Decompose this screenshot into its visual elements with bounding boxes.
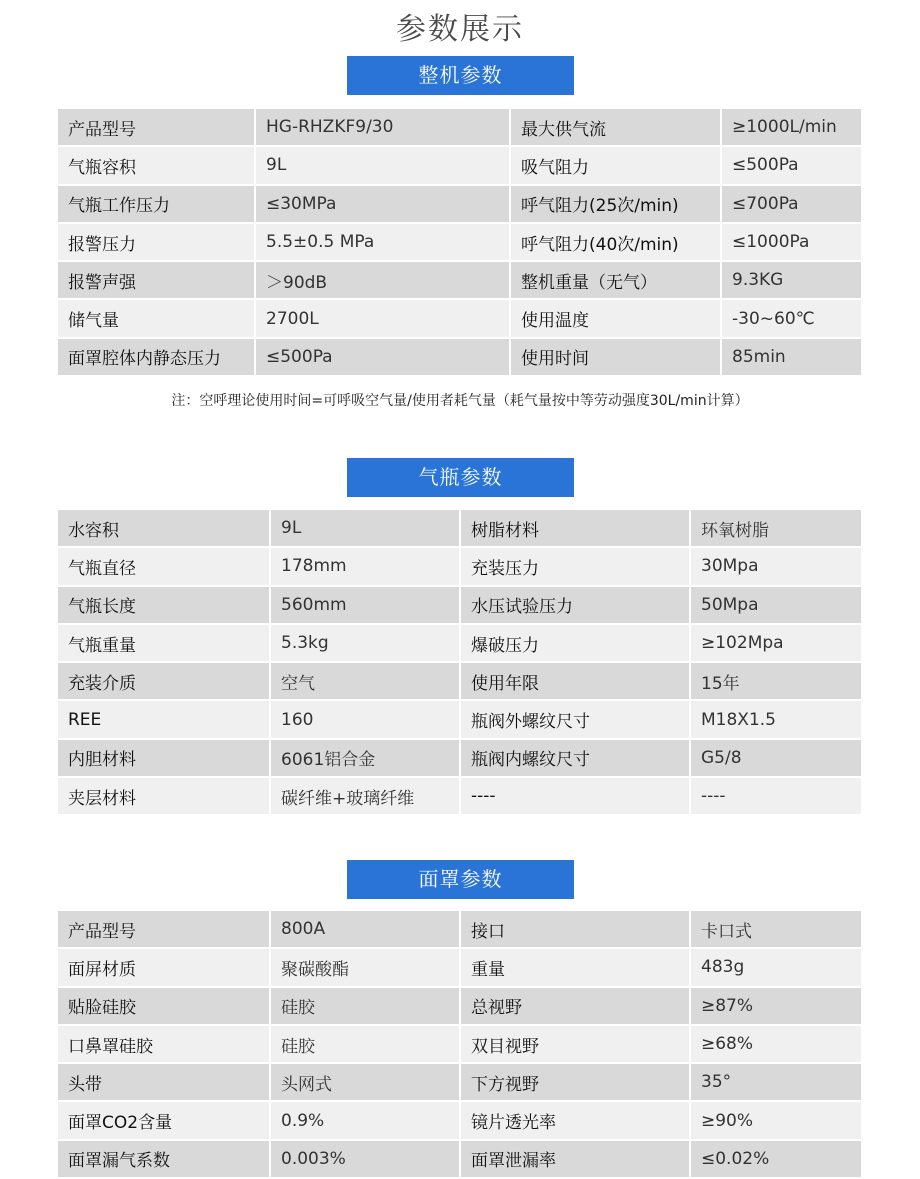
- table-row: [58, 987, 861, 1025]
- table-row: [58, 510, 861, 547]
- table-row: [58, 777, 861, 815]
- param-value-cell: 50Mpa: [690, 586, 861, 624]
- param-value-cell: ≥68%: [690, 1025, 861, 1063]
- param-name-cell: 最大供气流: [510, 109, 721, 146]
- param-name-cell: 接口: [460, 911, 690, 948]
- param-name-cell: 头带: [58, 1063, 270, 1101]
- param-name-cell: 面屏材质: [58, 948, 270, 986]
- param-value-cell: 聚碳酸酯: [270, 948, 460, 986]
- param-value-cell: 0.003%: [270, 1140, 460, 1178]
- param-name-cell: 使用时间: [510, 338, 721, 376]
- param-name-cell: 瓶阀外螺纹尺寸: [460, 700, 690, 738]
- table-row: [58, 700, 861, 738]
- param-name-cell: 树脂材料: [460, 510, 690, 547]
- param-value-cell: 硅胶: [270, 1025, 460, 1063]
- param-value-cell: 178mm: [270, 547, 460, 585]
- param-name-cell: 面罩泄漏率: [460, 1140, 690, 1178]
- table-row: [58, 586, 861, 624]
- table-row: [58, 185, 861, 223]
- table-row: [58, 948, 861, 986]
- param-name-cell: 充装介质: [58, 662, 270, 700]
- param-name-cell: 吸气阻力: [510, 146, 721, 184]
- param-value-cell: HG-RHZKF9/30: [255, 109, 510, 146]
- param-name-cell: 水压试验压力: [460, 586, 690, 624]
- param-value-cell: -30~60℃: [721, 299, 861, 337]
- param-value-cell: 5.5±0.5 MPa: [255, 223, 510, 261]
- table-row: [58, 662, 861, 700]
- param-name-cell: 储气量: [58, 299, 255, 337]
- param-value-cell: ＞90dB: [255, 261, 510, 299]
- param-value-cell: 483g: [690, 948, 861, 986]
- param-name-cell: 面罩漏气系数: [58, 1140, 270, 1178]
- param-value-cell: ≥87%: [690, 987, 861, 1025]
- param-name-cell: 贴脸硅胶: [58, 987, 270, 1025]
- table-row: [58, 911, 861, 948]
- spec-table-mask: [58, 911, 861, 1179]
- param-value-cell: ≤30MPa: [255, 185, 510, 223]
- param-name-cell: 充装压力: [460, 547, 690, 585]
- param-name-cell: 报警压力: [58, 223, 255, 261]
- param-value-cell: 15年: [690, 662, 861, 700]
- param-value-cell: 9L: [255, 146, 510, 184]
- param-name-cell: 内胆材料: [58, 739, 270, 777]
- param-name-cell: 气瓶容积: [58, 146, 255, 184]
- param-name-cell: REE: [58, 700, 270, 738]
- param-name-cell: 气瓶工作压力: [58, 185, 255, 223]
- param-value-cell: ≤0.02%: [690, 1140, 861, 1178]
- section-heading-cylinder: 气瓶参数: [347, 458, 574, 497]
- param-value-cell: 9L: [270, 510, 460, 547]
- param-value-cell: 头网式: [270, 1063, 460, 1101]
- table-row: [58, 109, 861, 146]
- table-row: [58, 1140, 861, 1178]
- param-name-cell: 产品型号: [58, 911, 270, 948]
- param-value-cell: ≥90%: [690, 1101, 861, 1139]
- param-value-cell: ≤1000Pa: [721, 223, 861, 261]
- table-row: [58, 624, 861, 662]
- param-name-cell: ----: [460, 777, 690, 815]
- param-name-cell: 使用年限: [460, 662, 690, 700]
- param-name-cell: 使用温度: [510, 299, 721, 337]
- param-value-cell: ≥1000L/min: [721, 109, 861, 146]
- table-row: [58, 547, 861, 585]
- table-row: [58, 739, 861, 777]
- param-name-cell: 报警声强: [58, 261, 255, 299]
- param-name-cell: 气瓶直径: [58, 547, 270, 585]
- section-heading-machine: 整机参数: [347, 56, 574, 95]
- param-value-cell: 30Mpa: [690, 547, 861, 585]
- param-value-cell: 空气: [270, 662, 460, 700]
- param-name-cell: 总视野: [460, 987, 690, 1025]
- param-value-cell: 9.3KG: [721, 261, 861, 299]
- param-value-cell: ≥102Mpa: [690, 624, 861, 662]
- param-value-cell: 2700L: [255, 299, 510, 337]
- param-name-cell: 产品型号: [58, 109, 255, 146]
- param-value-cell: 560mm: [270, 586, 460, 624]
- param-name-cell: 水容积: [58, 510, 270, 547]
- table-row: [58, 1063, 861, 1101]
- param-name-cell: 镜片透光率: [460, 1101, 690, 1139]
- table-row: [58, 299, 861, 337]
- param-value-cell: ≤500Pa: [721, 146, 861, 184]
- param-name-cell: 面罩CO2含量: [58, 1101, 270, 1139]
- param-name-cell: 整机重量（无气）: [510, 261, 721, 299]
- param-value-cell: 碳纤维+玻璃纤维: [270, 777, 460, 815]
- table-row: [58, 146, 861, 184]
- param-value-cell: 85min: [721, 338, 861, 376]
- param-name-cell: 爆破压力: [460, 624, 690, 662]
- param-name-cell: 口鼻罩硅胶: [58, 1025, 270, 1063]
- spec-table-cylinder: [58, 510, 861, 816]
- param-value-cell: ----: [690, 777, 861, 815]
- param-value-cell: 环氧树脂: [690, 510, 861, 547]
- table-row: [58, 1025, 861, 1063]
- param-name-cell: 气瓶长度: [58, 586, 270, 624]
- param-name-cell: 瓶阀内螺纹尺寸: [460, 739, 690, 777]
- table-row: [58, 223, 861, 261]
- param-name-cell: 呼气阻力(40次/min): [510, 223, 721, 261]
- param-value-cell: 0.9%: [270, 1101, 460, 1139]
- table-row: [58, 1101, 861, 1139]
- table-row: [58, 338, 861, 376]
- param-value-cell: ≤500Pa: [255, 338, 510, 376]
- usage-time-note: 注：空呼理论使用时间=可呼吸空气量/使用者耗气量（耗气量按中等劳动强度30L/min计算）: [171, 393, 749, 409]
- param-value-cell: 6061铝合金: [270, 739, 460, 777]
- param-value-cell: M18X1.5: [690, 700, 861, 738]
- param-name-cell: 下方视野: [460, 1063, 690, 1101]
- param-value-cell: ≤700Pa: [721, 185, 861, 223]
- param-name-cell: 呼气阻力(25次/min): [510, 185, 721, 223]
- param-value-cell: 5.3kg: [270, 624, 460, 662]
- param-name-cell: 重量: [460, 948, 690, 986]
- param-value-cell: 卡口式: [690, 911, 861, 948]
- param-name-cell: 气瓶重量: [58, 624, 270, 662]
- page-title: 参数展示: [396, 12, 524, 47]
- param-value-cell: 35°: [690, 1063, 861, 1101]
- param-name-cell: 面罩腔体内静态压力: [58, 338, 255, 376]
- param-value-cell: 800A: [270, 911, 460, 948]
- table-row: [58, 261, 861, 299]
- param-value-cell: G5/8: [690, 739, 861, 777]
- section-heading-mask: 面罩参数: [347, 860, 574, 899]
- param-name-cell: 夹层材料: [58, 777, 270, 815]
- param-value-cell: 160: [270, 700, 460, 738]
- param-name-cell: 双目视野: [460, 1025, 690, 1063]
- spec-table-machine: [58, 109, 861, 377]
- param-value-cell: 硅胶: [270, 987, 460, 1025]
